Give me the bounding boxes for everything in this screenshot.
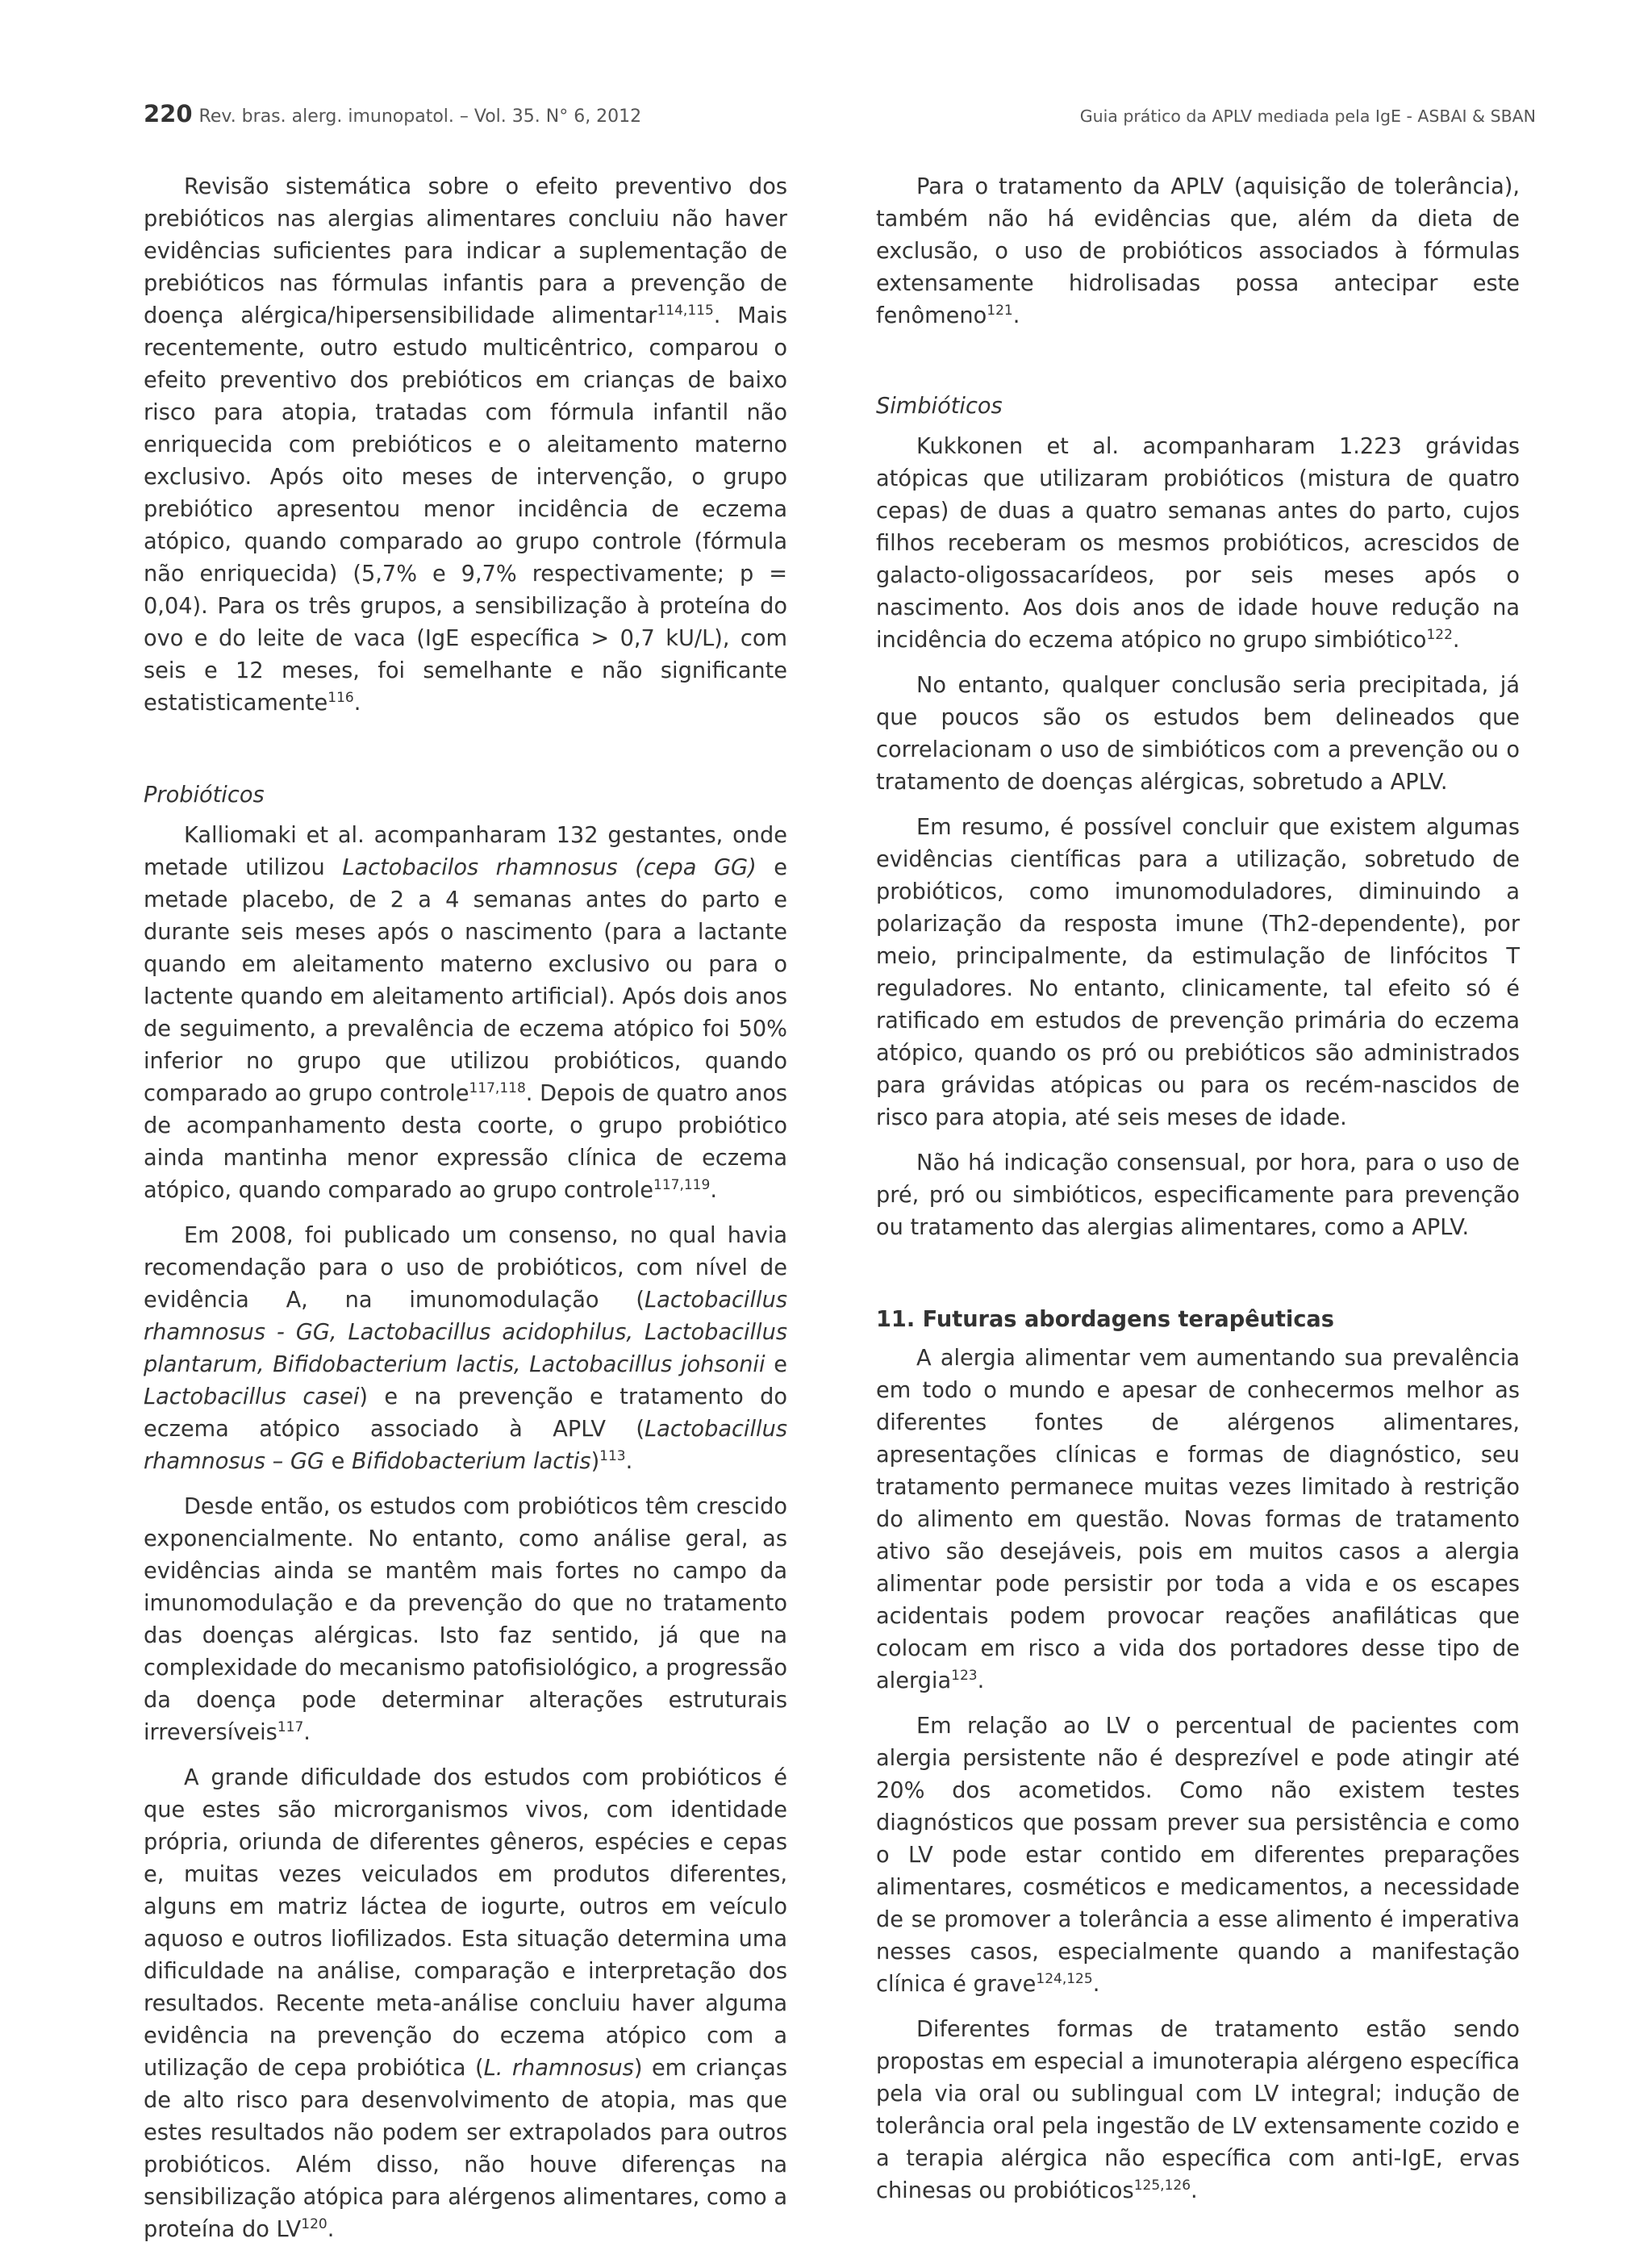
paragraph: Em resumo, é possível concluir que existem algumas evidências científicas para a utilização, sobretudo de probióticos, como imunomoduladores, diminuindo a polarização da resposta imune (Th2-dependente), por meio, principalmente, da estimulação de linfócitos T reguladores. No entanto, clinicamente, tal efeito só é ratificado em estudos de prevenção primária do eczema atópico, quando os pró ou prebióticos são administrados para grávidas atópicas ou para os recém-nascidos de risco para atopia, até seis meses de idade. xyxy=(876,815,1520,1130)
species-name: Lactobacilos rhamnosus (cepa GG) xyxy=(342,855,757,880)
paragraph: Não há indicação consensual, por hora, para o uso de pré, pró ou simbióticos, especificamente para prevenção ou tratamento das alergias alimentares, como a APLV. xyxy=(876,1150,1520,1240)
citation: 125,126 xyxy=(1133,2178,1191,2194)
citation: 120 xyxy=(301,2216,327,2232)
paragraph xyxy=(876,2014,1520,2207)
citation: 122 xyxy=(1426,627,1453,643)
left-column xyxy=(144,171,787,2259)
citation: 117,118 xyxy=(469,1080,526,1096)
subheading-probioticos: Probióticos xyxy=(144,783,265,808)
page-number: 220 xyxy=(144,100,193,127)
citation: 117 xyxy=(277,1719,304,1735)
species-name: Lactobacillus casei xyxy=(144,1384,360,1409)
citation: 124,125 xyxy=(1036,1971,1093,1987)
page-header xyxy=(144,100,1536,127)
paragraph xyxy=(144,1762,787,2246)
right-column xyxy=(876,171,1520,2220)
text: e xyxy=(324,1449,353,1474)
species-name: L. rhamnosus xyxy=(483,2056,634,2081)
text: Kalliomaki et al. acompanharam 132 gestantes, onde metade utilizou xyxy=(144,823,787,880)
paragraph xyxy=(876,1342,1520,1697)
running-title: Guia prático da APLV mediada pela IgE - ASBAI & SBAN xyxy=(1079,106,1536,126)
text: . Depois de quatro anos de acompanhamento desta coorte, o grupo probiótico ainda mantinha menor expressão clínica de eczema atópico, quando comparado ao grupo controle xyxy=(144,1081,787,1203)
text: . xyxy=(710,1178,717,1203)
section-heading: 11. Futuras abordagens terapêuticas xyxy=(876,1307,1334,1332)
paragraph xyxy=(144,171,787,720)
text: A alergia alimentar vem aumentando sua prevalência em todo o mundo e apesar de conhecermos melhor as diferentes fontes de alérgenos alimentares, apresentações clínicas e formas de diagnóstico, seu tratamento permanece muitas vezes limitado à restrição do alimento em questão. Novas formas de tratamento ativo são desejáveis, pois em muitos casos a alergia alimentar pode persistir por toda a vida e os escapes acidentais podem provocar reações anafiláticas que colocam em risco a vida dos portadores desse tipo de alergia xyxy=(876,1346,1520,1693)
text: Diferentes formas de tratamento estão sendo propostas em especial a imunoterapia alérgeno específica pela via oral ou sublingual com LV integral; indução de tolerância oral pela ingestão de LV extensamente cozido e a terapia alérgica não específica com anti-IgE, ervas chinesas ou probióticos xyxy=(876,2017,1520,2203)
paragraph xyxy=(876,431,1520,657)
text: Para o tratamento da APLV (aquisição de tolerância), também não há evidências que, além da dieta de exclusão, o uso de probióticos associados à fórmulas extensamente hidrolisadas possa antecipar este fenômeno xyxy=(876,174,1520,328)
text: Desde então, os estudos com probióticos têm crescido exponencialmente. No entanto, como análise geral, as evidências ainda se mantêm mais fortes no campo da imunomodulação e da prevenção do que no tratamento das doenças alérgicas. Isto faz sentido, já que na complexidade do mecanismo patofisiológico, a progressão da doença pode determinar alterações estruturais irreversíveis xyxy=(144,1494,787,1745)
text: . xyxy=(977,1668,985,1693)
text: . xyxy=(1012,303,1020,328)
text: . xyxy=(353,691,361,716)
text: e xyxy=(765,1352,787,1377)
paragraph xyxy=(144,820,787,1207)
text: . Mais recentemente, outro estudo multicêntrico, comparou o efeito preventivo dos prebióticos em crianças de baixo risco para atopia, tratadas com fórmula infantil não enriquecida com prebióticos e o aleitamento materno exclusivo. Após oito meses de intervenção, o grupo prebiótico apresentou menor incidência de eczema atópico, quando comparado ao grupo controle (fórmula não enriquecida) (5,7% e 9,7% respectivamente; p = 0,04). Para os três grupos, a sensibilização à proteína do ovo e do leite de vaca (IgE específica > 0,7 kU/L), com seis e 12 meses, foi semelhante e não significante estatisticamente xyxy=(144,303,787,716)
species-name: Lactobacillus rhamnosus – GG xyxy=(144,1417,787,1474)
citation: 117,119 xyxy=(653,1177,711,1193)
text: Em 2008, foi publicado um consenso, no qual havia recomendação para o uso de probióticos, com nível de evidência A, na imunomodulação ( xyxy=(144,1223,787,1313)
subheading-simbioticos: Simbióticos xyxy=(876,394,1003,419)
text: . xyxy=(327,2217,335,2242)
citation: 116 xyxy=(327,690,354,706)
text: ) xyxy=(590,1449,600,1474)
text: ) em crianças de alto risco para desenvolvimento de atopia, mas que estes resultados não podem ser extrapolados para outros probióticos. Além disso, não houve diferenças na sensibilização atópica para alérgenos alimentares, como a proteína do LV xyxy=(144,2056,787,2242)
text: Kukkonen et al. acompanharam 1.223 grávidas atópicas que utilizaram probióticos (mistura de quatro cepas) de duas a quatro semanas antes do parto, cujos filhos receberam os mesmos probióticos, acrescidos de galacto-oligossacarídeos, por seis meses após o nascimento. Aos dois anos de idade houve redução na incidência do eczema atópico no grupo simbiótico xyxy=(876,434,1520,653)
species-name: Lactobacillus rhamnosus - GG, Lactobacillus acidophilus, Lactobacillus plantarum, Bifidobacterium lactis, Lactobacillus johsonii xyxy=(144,1288,787,1377)
text: . xyxy=(303,1720,311,1745)
paragraph: No entanto, qualquer conclusão seria precipitada, já que poucos são os estudos bem delineados que correlacionam o uso de simbióticos com a prevenção ou o tratamento de doenças alérgicas, sobretudo a APLV. xyxy=(876,673,1520,795)
text: . xyxy=(1092,1972,1100,1997)
text: . xyxy=(1452,628,1460,653)
paragraph xyxy=(144,1491,787,1749)
citation: 121 xyxy=(987,303,1013,319)
species-name: Bifidobacterium lactis xyxy=(352,1449,591,1474)
text: . xyxy=(625,1449,633,1474)
text: e metade placebo, de 2 a 4 semanas antes do parto e durante seis meses após o nascimento (para a lactante quando em aleitamento materno exclusivo ou para o lactente quando em aleitamento artificial). Após dois anos de seguimento, a prevalência de eczema atópico foi 50% inferior no grupo que utilizou probióticos, quando comparado ao grupo controle xyxy=(144,855,787,1106)
text: Revisão sistemática sobre o efeito preventivo dos prebióticos nas alergias alimentares concluiu não haver evidências suficientes para indicar a suplementação de prebióticos nas fórmulas infantis para a prevenção de doença alérgica/hipersensibilidade alimentar xyxy=(144,174,787,328)
citation: 114,115 xyxy=(657,303,714,319)
citation: 113 xyxy=(599,1448,626,1464)
text: A grande dificuldade dos estudos com probióticos é que estes são microrganismos vivos, com identidade própria, oriunda de diferentes gêneros, espécies e cepas e, muitas vezes veiculados em produtos diferentes, alguns em matriz láctea de iogurte, outros em veículo aquoso e outros liofilizados. Esta situação determina uma dificuldade na análise, comparação e interpretação dos resultados. Recente meta-análise concluiu haver alguma evidência na prevenção do eczema atópico com a utilização de cepa probiótica ( xyxy=(144,1765,787,2081)
text: Em relação ao LV o percentual de pacientes com alergia persistente não é desprezível e pode atingir até 20% dos acometidos. Como não existem testes diagnósticos que possam prever sua persistência e como o LV pode estar contido em diferentes preparações alimentares, cosméticos e medicamentos, a necessidade de se promover a tolerância a esse alimento é imperativa nesses casos, especialmente quando a manifestação clínica é grave xyxy=(876,1714,1520,1997)
citation: 123 xyxy=(951,1668,978,1684)
journal-name: Rev. bras. alerg. imunopatol. – Vol. 35. N° 6, 2012 xyxy=(198,106,642,127)
text: ) e na prevenção e tratamento do eczema atópico associado à APLV ( xyxy=(144,1384,787,1442)
text: . xyxy=(1191,2178,1198,2203)
paragraph xyxy=(876,171,1520,332)
paragraph xyxy=(144,1220,787,1478)
paragraph xyxy=(876,1710,1520,2001)
journal-citation xyxy=(144,100,641,127)
